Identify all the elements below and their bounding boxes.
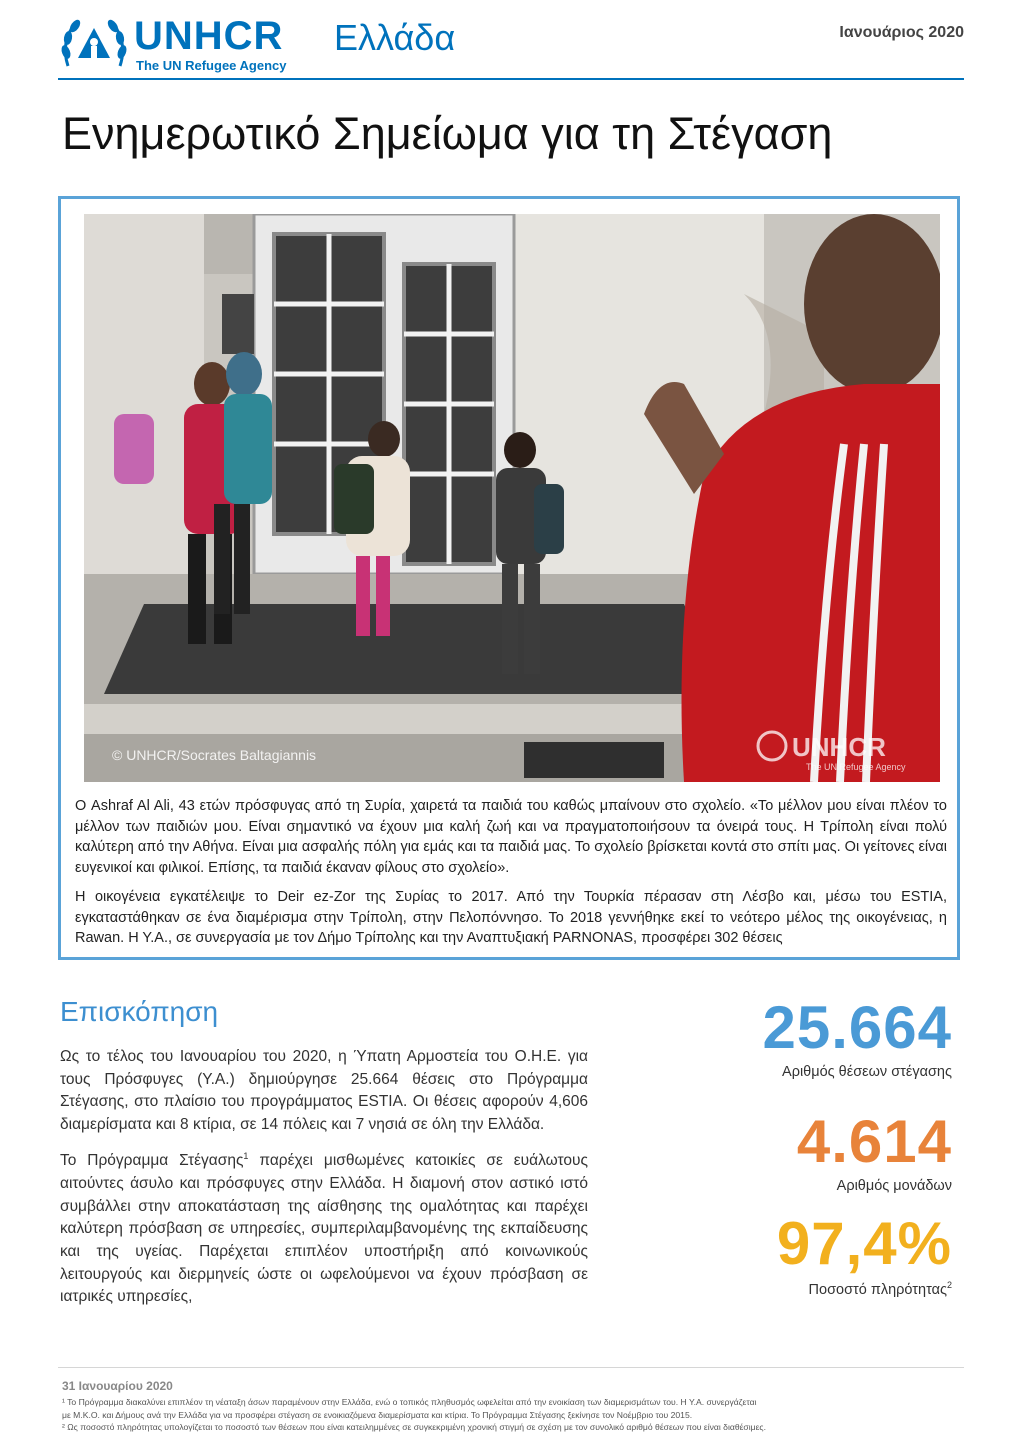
stat-housing-places bbox=[762, 996, 952, 1080]
page-title: Ενημερωτικό Σημείωμα για τη Στέγαση bbox=[62, 108, 833, 159]
unhcr-emblem-icon bbox=[58, 12, 130, 74]
overview-p2-rest: παρέχει μισθωμένες κατοικίες σε ευάλωτους αιτούντες άσυλο και πρόσφυγες στην Ελλάδα. Η διαμονή στον αστικό ιστό συμβάλλει στην αποκατάσταση της αίσθησης της ομαλότητας και παρέχει καλύτερη πρόσβαση σε υπηρεσίες, συμπεριλαμβανομένης της εκπαίδευσης και της υγείας. Παρέχεται επιπλέον υποστήριξη από κοινωνικούς λειτουργούς και διερμηνείς ώστε οι ωφελούμενοι να έχουν πρόσβαση σε ιατρικές υπηρεσίες, bbox=[60, 1152, 588, 1306]
logo-wordmark: UNHCR bbox=[134, 14, 284, 58]
stat-value: 25.664 bbox=[762, 994, 952, 1061]
stat-units bbox=[797, 1110, 952, 1194]
footer-divider bbox=[58, 1367, 964, 1368]
footnote-2: ² Ως ποσοστό πληρότητας υπολογίζεται το ποσοστό των θέσεων που είναι κατειλημμένες σε συγκεκριμένη χρονική στιγμή σε σχέση με τον συνολικό αριθμό θέσεων που είναι διαθέσιμες. bbox=[62, 1422, 766, 1432]
overview-p2-start: Το Πρόγραμμα Στέγασης bbox=[60, 1152, 244, 1170]
overview-heading: Επισκόπηση bbox=[60, 996, 219, 1027]
watermark-word: UNHCR bbox=[792, 732, 886, 762]
photo-caption bbox=[75, 796, 947, 958]
caption-paragraph-1: Ο Ashraf Al Ali, 43 ετών πρόσφυγας από τη Συρία, χαιρετά τα παιδιά του καθώς μπαίνουν στο σχολείο. «Το μέλλον μου είναι πλέον το μέλλον των παιδιών μου. Είναι σημαντικό να έχουν μια καλή ζωή και να πραγματοποιήσουν τα όνειρά τους. Η Τρίπολη είναι πολύ καλύτερη από την Αθήνα. Είναι μια ασφαλής πόλη για εμάς και τα παιδιά μας. Το σχολείο βρίσκεται κοντά στο σπίτι μας. Οι γείτονες είναι ευγενικοί και φιλικοί. Επίσης, τα παιδιά έκαναν φίλους στο σχολείο». bbox=[75, 798, 947, 876]
stat-value: 97,4% bbox=[776, 1210, 952, 1277]
photo-illustration bbox=[84, 214, 940, 782]
footnote-1-cont: με Μ.Κ.Ο. και Δήμους ανά την Ελλάδα για να προσφέρει στέγαση σε ενοικιαζόμενα διαμερίσματα και κτίρια. Το Πρόγραμμα Στέγασης ξεκίνησε τον Νοέμβριο του 2015. bbox=[62, 1409, 693, 1420]
footnote-ref-2[interactable]: 2 bbox=[946, 1280, 952, 1290]
photo-credit: © UNHCR/Socrates Baltagiannis bbox=[112, 747, 317, 763]
overview-body bbox=[60, 1046, 588, 1318]
cover-photo bbox=[84, 214, 940, 782]
unhcr-logo bbox=[58, 12, 308, 74]
stat-value: 4.614 bbox=[796, 1108, 952, 1175]
overview-paragraph-1: Ως το τέλος του Ιανουαρίου του 2020, η Ύπατη Αρμοστεία του Ο.Η.Ε. για τους Πρόσφυγες (Υ.Α.) δημιούργησε 25.664 θέσεις στο Πρόγραμμα Στέγασης, στο πλαίσιο του προγράμματος ESTIA. Οι θέσεις αφορούν 4,606 διαμερίσματα και 8 κτίρια, σε 14 πόλεις και 7 νησιά σε όλη την Ελλάδα. bbox=[60, 1048, 588, 1133]
stat-occupancy bbox=[777, 1212, 952, 1298]
caption-paragraph-2: Η οικογένεια εγκατέλειψε το Deir ez-Zor της Συρίας το 2017. Από την Τουρκία πέρασαν στη Λέσβο και, μέσω του ESTIA, εγκαταστάθηκαν σε ένα διαμέρισμα στην Τρίπολη, στην Πελοπόννησο. Το 2018 γεννήθηκε εκεί το νεότερο μέλος της οικογένειας, η Rawan. Η Υ.Α., σε συνεργασία με τον Δήμο Τρίπολης και την Αναπτυξιακή PARNONAS, προσφέρει 302 θέσεις bbox=[75, 889, 947, 946]
overview-paragraph-2 bbox=[60, 1145, 588, 1308]
watermark-sub: The UN Refugee Agency bbox=[806, 762, 906, 772]
footnote-1: ¹ Το Πρόγραμμα διακαλύνει επιπλέον τη νέαταξη άσων παραμένουν στην Ελλάδα, ενώ ο τοπικός πληθυσμός ωφελείται από την ενοικίαση των διαμερισμάτων του. Η Υ.Α. συνεργάζεται bbox=[62, 1397, 757, 1407]
stat-label bbox=[777, 1280, 952, 1298]
country-name: Ελλάδα bbox=[334, 17, 456, 58]
stat-label-text: Ποσοστό πληρότητας bbox=[808, 1281, 947, 1298]
logo-tagline: The UN Refugee Agency bbox=[136, 58, 287, 73]
page-header bbox=[58, 12, 964, 80]
stat-label: Αριθμός μονάδων bbox=[836, 1178, 952, 1194]
footnote-ref-1[interactable]: 1 bbox=[243, 1151, 249, 1162]
stat-label: Αριθμός θέσεων στέγασης bbox=[782, 1064, 952, 1080]
header-divider bbox=[58, 78, 964, 80]
issue-date: Ιανουάριος 2020 bbox=[839, 24, 964, 41]
footnotes bbox=[62, 1396, 962, 1434]
footer-date: 31 Ιανουαρίου 2020 bbox=[62, 1379, 173, 1393]
